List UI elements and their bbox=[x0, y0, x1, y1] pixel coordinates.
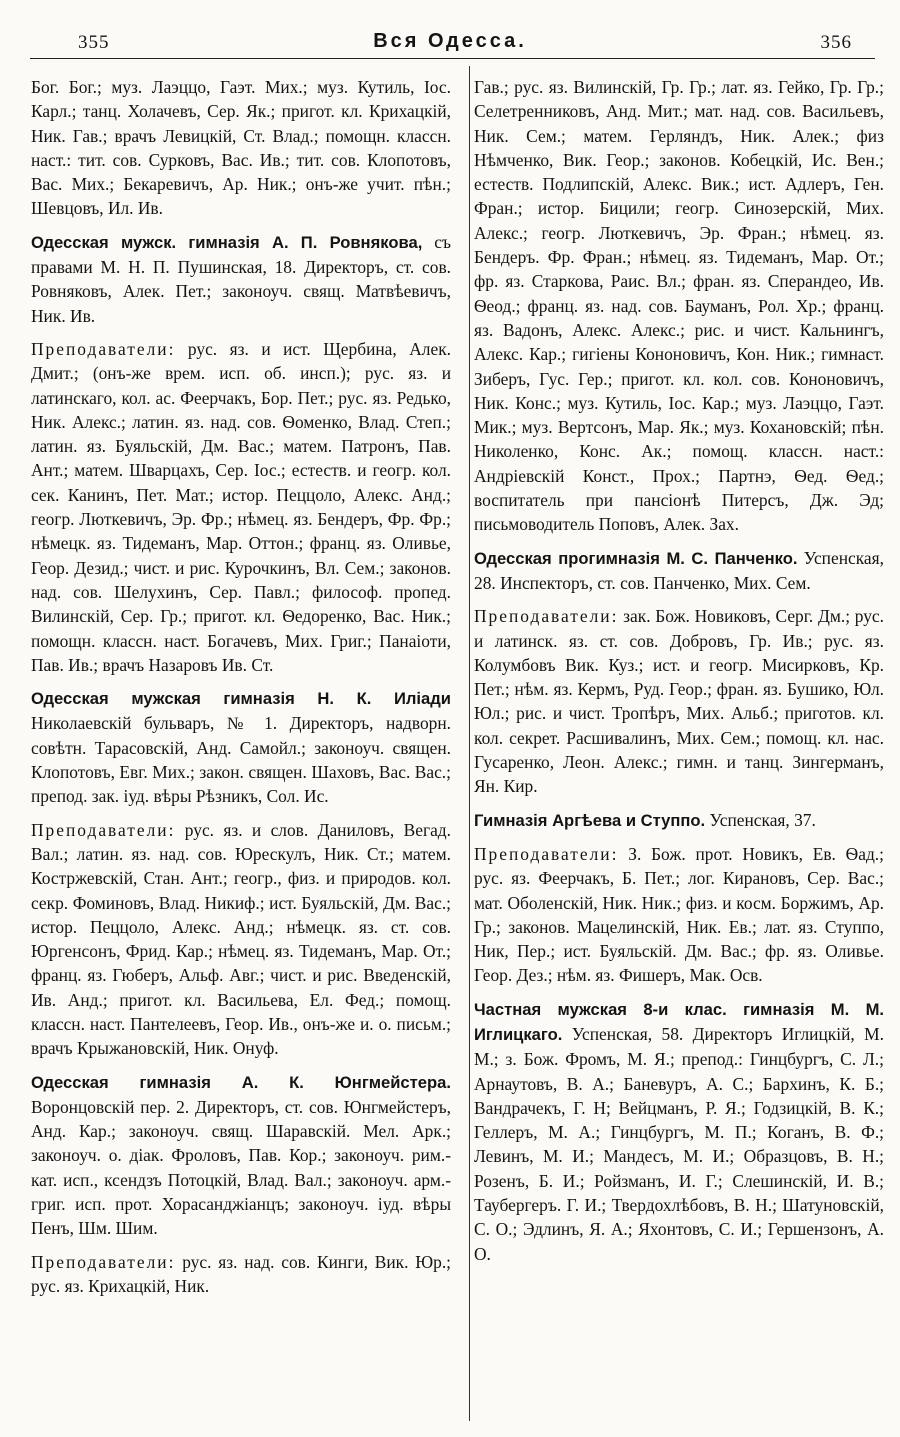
institution-name: Одесская мужск. гимназія А. П. Ровнякова, bbox=[31, 232, 423, 252]
entry-body: Бог. Бог.; муз. Лаэццо, Гаэт. Мих.; муз. Кутиль, Іос. Карл.; танц. Холачевъ, Сер. Як.; пригот. кл. Крихацкій, Ник. Гав.; врачъ Левицкій, Ст. Влад.; помощн. классн. наст.: тит. сов. Сурковъ, Вас. Ив.; тит. сов. Клопотовъ, Вас. Мих.; Бекаревичъ, Ар. Ник.; онъ-же учит. пѣн.; Шевцовъ, Ил. Ив. bbox=[31, 77, 451, 219]
institution-name: Одесская прогимназія М. С. Панченко. bbox=[474, 548, 798, 568]
entry-institution bbox=[474, 808, 884, 833]
entry-text bbox=[474, 75, 884, 537]
entry-body: Успенская, 58. Директоръ Иглицкій, М. М.; з. Бож. Фромъ, М. Я.; препод.: Гинцбургъ, С. Л.; Арнаутовъ, В. А.; Баневуръ, А. С.; Бархинъ, К. Б.; Вандрачекъ, Г. Н; Вейцманъ, Р. Я.; Годзицкій, В. К.; Геллеръ, М. А.; Гинцбургъ, М. П.; Коганъ, В. Ф.; Левинъ, М. И.; Мандесъ, М. И.; Образцовъ, В. Н.; Розенъ, Б. И.; Ройзманъ, И. Г.; Слешинскій, И. В.; Таубергеръ. Г. И.; Твердохлѣбовъ, В. Н.; Шатуновскій, С. О.; Эдлинъ, Я. А.; Яхонтовъ, С. И.; Гершензонъ, А. О. bbox=[474, 1023, 884, 1264]
running-title: Вся Одесса. bbox=[373, 30, 527, 52]
page-header bbox=[0, 30, 900, 60]
entry-teachers bbox=[474, 842, 884, 988]
header-rule bbox=[30, 58, 875, 59]
entry-body: рус. яз. и слов. Даниловъ, Вегад. Вал.; латин. яз. над. сов. Юрескулъ, Ник. Ст.; матем. Костржевскій, Стан. Ант.; геогр., физ. и природов. кол. секр. Фоминовъ, Влад. Никиф.; ист. Буяльскій, Дм. Вас.; истор. Пеццоло, Алекс. Анд.; нѣмецк. яз. ст. сов. Юргенсонъ, Фрид. Кар.; нѣмец. яз. Тидеманъ, Мар. От.; франц. яз. Гюберъ, Альф. Авг.; чист. и рис. Введенскій, Ив. Анд.; пригот. кл. Васильева, Ел. Фед.; помощ. классн. наст. Пантелеевъ, Геор. Ив., онъ-же и. о. письм.; врачъ Крыжановскій, Ник. Онуф. bbox=[31, 819, 451, 1059]
institution-name: Одесская мужская гимназія Н. К. Иліади bbox=[31, 689, 451, 709]
institution-name: Гимназія Аргѣева и Ступпо. bbox=[474, 810, 706, 830]
entry-body: Гав.; рус. яз. Вилинскій, Гр. Гр.; лат. яз. Гейко, Гр. Гр.; Селетренниковъ, Анд. Мит.; мат. над. сов. Васильевъ, Ник. Сем.; матем. Герляндъ, Ник. Алек.; физ Нѣмченко, Вик. Геор.; законов. Кобецкій, Ис. Вен.; естеств. Подлипскій, Алекс. Вик.; ист. Адлеръ, Ген. Фран.; истор. Бицили; геогр. Синозерскій, Мих. Алекс.; геогр. Люткевичъ, Эр. Фран.; нѣмец. яз. Бендеръ. Фр. Фран.; нѣмец. яз. Тидеманъ, Мар. От.; фр. яз. Старкова, Раис. Вл.; фран. яз. Сперандео, Ив. Ѳеод.; франц. яз. над. сов. Бауманъ, Рол. Хр.; франц. яз. Вадонъ, Алекс. Алекс.; рис. и чист. Кальнингъ, Алекс. Кар.; гигіены Кононовичъ, Кон. Ник.; гимнаст. Зиберъ, Гус. Гер.; пригот. кл. кол. сов. Кононовичъ, Ник. Конс.; муз. Кутиль, Іос. Кар.; муз. Лаэццо, Гаэт. Мик.; муз. Вертсонъ, Мар. Як.; муз. Кохановскій; пѣн. Николенко, Конс. Ак.; помощ. классн. наст.: Андріевскій Конст., Прох.; Партнэ, Ѳед. Ѳед.; воспитатель при пансіонѣ Питерсъ, Дж. Эд; письмоводитель Поповъ, Алек. Зах. bbox=[474, 77, 884, 535]
entry-body: Успенская, 37. bbox=[705, 809, 816, 830]
entry-body: съ правами М. Н. П. Пушинская, 18. Директоръ, ст. сов. Ровняковъ, Алек. Пет.; законоуч. свящ. Матвѣевичъ, Ник. Ив. bbox=[31, 231, 451, 326]
teachers-lead: Преподаватели: bbox=[474, 606, 619, 627]
entry-body: рус. яз. над. сов. Кинги, Вик. Юр.; рус. яз. Крихацкій, Ник. bbox=[31, 1251, 451, 1296]
institution-name: Одесская гимназія А. К. Юнгмейстера. bbox=[31, 1072, 451, 1092]
entry-teachers bbox=[474, 604, 884, 798]
entry-text bbox=[31, 75, 451, 221]
entry-teachers bbox=[31, 1250, 451, 1299]
teachers-lead: Преподаватели: bbox=[31, 1251, 176, 1272]
entry-body: рус. яз. и ист. Щербина, Алек. Дмит.; (онъ-же врем. исп. об. инсп.); рус. яз. и латинскаго, кол. ас. Феерчакъ, Бор. Пет.; рус. яз. Редько, Ник. Алекс.; латин. яз. над. сов. Ѳоменко, Влад. Степ.; латин. яз. Буяльскій, Дм. Вас.; матем. Патронъ, Пав. Ант.; матем. Шварцахъ, Сер. Іос.; естеств. и геогр. кол. сек. Канинъ, Пет. Мат.; истор. Пеццоло, Алекс. Анд.; геогр. Люткевичъ, Эр. Фр.; нѣмец. яз. Бендеръ, Фр. Фр.; нѣмецк. яз. Тидеманъ, Мар. Оттон.; франц. яз. Оливье, Геор. Дезид.; чист. и рис. Курочкинъ, Вл. Сем.; законов. над. сов. Шелухинъ, Сер. Павл.; философ. пропед. Вилинскій, Сер. Гр.; пригот. кл. Ѳедоренко, Вас. Ник.; помощн. классн. наст. Богачевъ, Мих. Григ.; Панаіоти, Пав. Ив.; врачъ Назаровъ Ив. Ст. bbox=[31, 338, 451, 675]
entry-institution bbox=[474, 997, 884, 1266]
entry-teachers bbox=[31, 337, 451, 677]
page-number-right: 356 bbox=[820, 32, 852, 53]
entry-institution bbox=[474, 546, 884, 596]
left-column bbox=[31, 75, 451, 1298]
entry-body: З. Бож. прот. Новикъ, Ев. Ѳад.; рус. яз. Феерчакъ, Б. Пет.; лог. Кирановъ, Сер. Вас.; мат. Оболенскій, Ник. Ник.; физ. и косм. Боржимъ, Ар. Гр.; законов. Мацелинскій, Ник. Ев.; лат. яз. Ступпо, Ник, Пер.; ист. Буяльскій. Дм. Вас.; фр. яз. Оливье. Геор. Дез.; нѣм. яз. Фишеръ, Мак. Осв. bbox=[474, 843, 884, 986]
entry-body: зак. Бож. Новиковъ, Серг. Дм.; рус. и латинск. яз. ст. сов. Добровъ, Гр. Ив.; рус. яз. Колумбовъ Вик. Куз.; ист. и геогр. Мисирковъ, Кр. Пет.; нѣм. яз. Кермъ, Руд. Геор.; фран. яз. Бушико, Юл. Юл.; рис. и чист. Тропѣръ, Мих. Альб.; приготов. кл. кол. секрет. Расшивалинъ, Мих. Сем.; помощ. кл. нас. Гусаренко, Леон. Алекс.; гимн. и танц. Зингерманъ, Ян. Кир. bbox=[474, 606, 884, 797]
teachers-lead: Преподаватели: bbox=[474, 843, 619, 864]
entry-body: Воронцовскій пер. 2. Директоръ, ст. сов. Юнгмейстеръ, Анд. Кар.; законоуч. свящ. Шаравскій. Мел. Арк.; законоуч. о. діак. Фроловъ, Пав. Кор.; законоуч. рим.-кат. исп., ксендзъ Потоцкій, Влад. Вал.; законоуч. арм.-григ. исп. прот. Хорасанджіанцъ; законоуч. іуд. вѣры Пенъ, Шм. Шим. bbox=[31, 1096, 451, 1239]
right-column bbox=[474, 75, 884, 1266]
entry-body: Успенская, 28. Инспекторъ, ст. сов. Панченко, Мих. Сем. bbox=[474, 547, 884, 593]
entry-institution bbox=[31, 1070, 451, 1241]
column-divider bbox=[469, 66, 470, 1421]
entry-body: Николаевскій бульваръ, № 1. Директоръ, надворн. совѣтн. Тарасовскій, Анд. Самойл.; законоуч. священ. Клопотовъ, Евг. Мих.; закон. священ. Шаховъ, Вас. Вас.; препод. зак. іуд. вѣры Рѣзникъ, Сол. Ис. bbox=[31, 713, 451, 807]
teachers-lead: Преподаватели: bbox=[31, 338, 176, 359]
teachers-lead: Преподаватели: bbox=[31, 819, 176, 840]
entry-institution bbox=[31, 230, 451, 328]
institution-name: Частная мужская 8-и клас. гимназія М. М. Иглицкаго. bbox=[474, 999, 884, 1044]
entry-teachers bbox=[31, 818, 451, 1061]
entry-institution bbox=[31, 686, 451, 808]
page-number-left: 355 bbox=[78, 32, 110, 53]
